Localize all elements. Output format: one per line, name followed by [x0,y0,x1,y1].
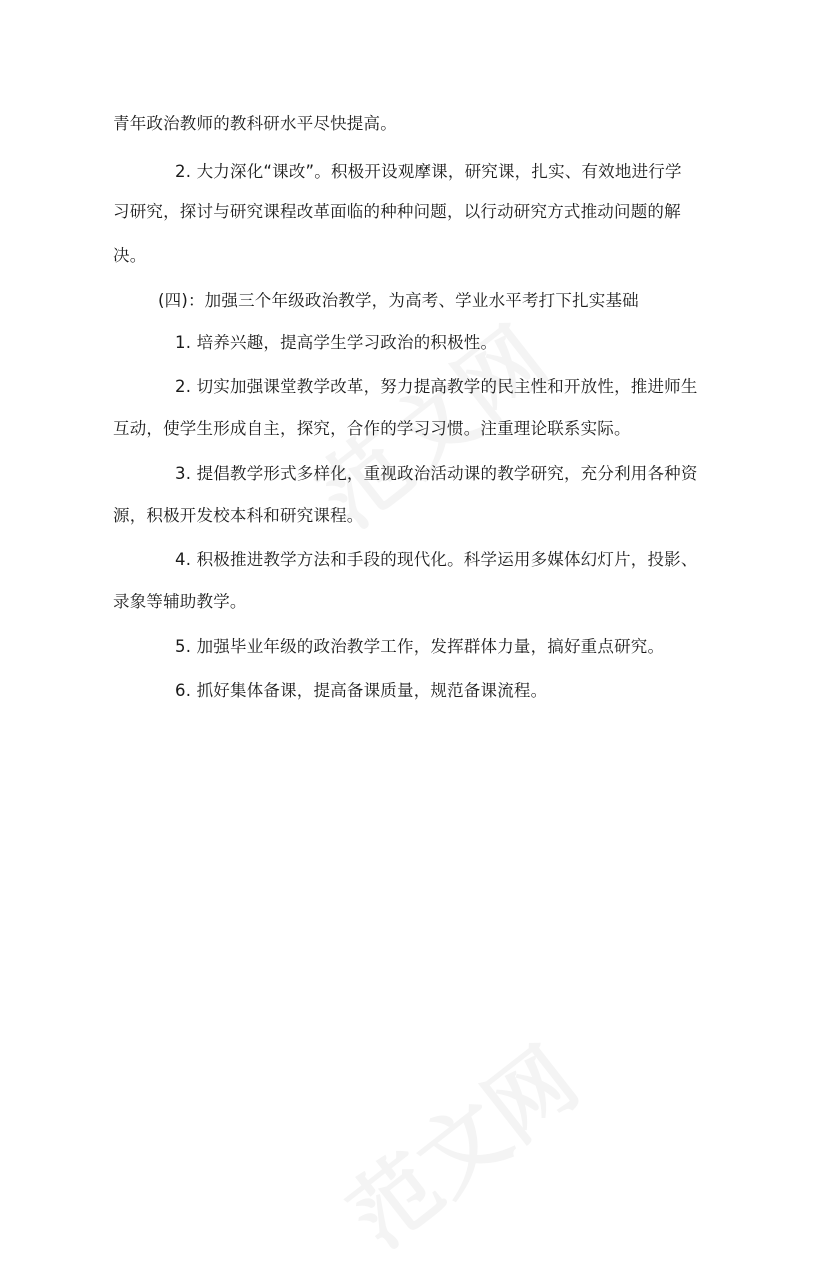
list-item-5: 5. 加强毕业年级的政治教学工作，发挥群体力量，搞好重点研究。 [175,637,665,656]
list-item-3-line-2: 源，积极开发校本科和研究课程。 [113,506,364,525]
list-item-2-line-2: 互动，使学生形成自主，探究，合作的学习习惯。注重理论联系实际。 [113,419,631,438]
list-item-6: 6. 抓好集体备课，提高备课质量，规范备课流程。 [175,681,548,700]
list-item-3-line-1: 3. 提倡教学形式多样化，重视政治活动课的教学研究，充分利用各种资 [175,464,698,483]
list-item-4-line-1: 4. 积极推进教学方法和手段的现代化。科学运用多媒体幻灯片，投影、 [175,550,698,569]
list-item-4-line-2: 录象等辅助教学。 [113,592,247,611]
section-heading-4: (四)：加强三个年级政治教学，为高考、学业水平考打下扎实基础 [158,291,639,310]
list-item-1: 1. 培养兴趣，提高学生学习政治的积极性。 [175,333,498,352]
paragraph-line-4: 决。 [113,246,147,265]
paragraph-line-2: 2. 大力深化“课改”。积极开设观摩课，研究课，扎实、有效地进行学 [175,162,682,181]
paragraph-line-1: 青年政治教师的教科研水平尽快提高。 [113,114,397,133]
watermark-bottom [319,1014,599,1270]
list-item-2-line-1: 2. 切实加强课堂教学改革，努力提高教学的民主性和开放性，推进师生 [175,377,698,396]
paragraph-line-3: 习研究，探讨与研究课程改革面临的种种问题，以行动研究方式推动问题的解 [113,202,681,221]
